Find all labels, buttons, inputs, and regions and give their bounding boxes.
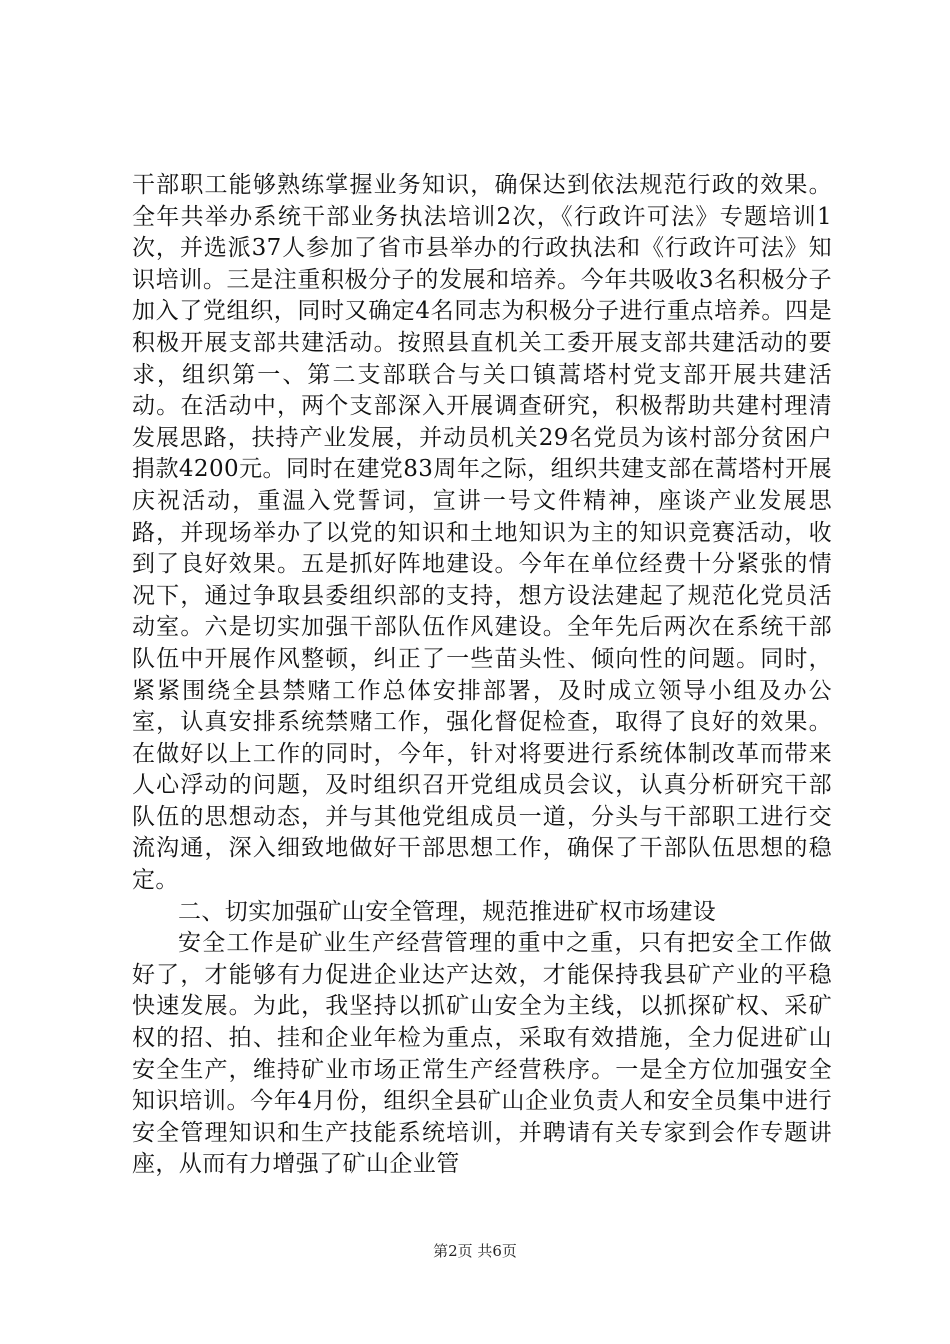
section-heading-2: 二、切实加强矿山安全管理，规范推进矿权市场建设 bbox=[178, 898, 717, 925]
paragraph-3: 安全工作是矿业生产经营管理的重中之重，只有把安全工作做好了，才能够有力促进企业达产达效，才能保持我县矿产业的平稳快速发展。为此，我坚持以抓矿山安全为主线，以抓探矿权、采矿权的招、拍、挂和企业年检为重点，采取有效措施，全力促进矿山安全生产，维持矿业市场正常生产经营秩序。一是全方位加强安全知识培训。今年4月份，组织全县矿山企业负责人和安全员集中进行安全管理知识和生产技能系统培训，并聘请有关专家到会作专题讲座，从而有力增强了矿山企业管 bbox=[132, 930, 832, 1178]
paragraph-1: 干部职工能够熟练掌握业务知识，确保达到依法规范行政的效果。全年共举办系统干部业务执法培训2次，《行政许可法》专题培训1次，并选派37人参加了省市县举办的行政执法和《行政许可法》知识培训。三是注重积极分子的发展和培养。今年共吸收3名积极分子加入了党组织，同时又确定4名同志为积极分子进行重点培养。四是积极开展支部共建活动。按照县直机关工委开展支部共建活动的要求，组织第一、第二支部联合与关口镇蒿塔村党支部开展共建活动。在活动中，两个支部深入开展调查研究，积极帮助共建村理清发展思路，扶持产业发展，并动员机关29名党员为该村部分贫困户捐款4200元。同时在建党83周年之际，组织共建支部在蒿塔村开展庆祝活动，重温入党誓词，宣讲一号文件精神，座谈产业发展思路，并现场举办了以党的知识和土地知识为主的知识竞赛活动，收到了良好效果。五是抓好阵地建设。今年在单位经费十分紧张的情况下，通过争取县委组织部的支持，想方设法建起了规范化党员活动室。六是切实加强干部队伍作风建设。全年先后两次在系统干部队伍中开展作风整顿，纠正了一些苗头性、倾向性的问题。同时，紧紧围绕全县禁赌工作总体安排部署，及时成立领导小组及办公室，认真安排系统禁赌工作，强化督促检查，取得了良好的效果。在做好以上工作的同时，今年，针对将要进行系统体制改革而带来人心浮动的问题，及时组织召开党组成员会议，认真分析研究干部队伍的思想动态，并与其他党组成员一道，分头与干部职工进行交流沟通，深入细致地做好干部思想工作，确保了干部队伍思想的稳定。 bbox=[132, 172, 832, 894]
document-body bbox=[132, 170, 832, 1181]
page-footer: 第2页 共6页 bbox=[433, 1242, 517, 1260]
